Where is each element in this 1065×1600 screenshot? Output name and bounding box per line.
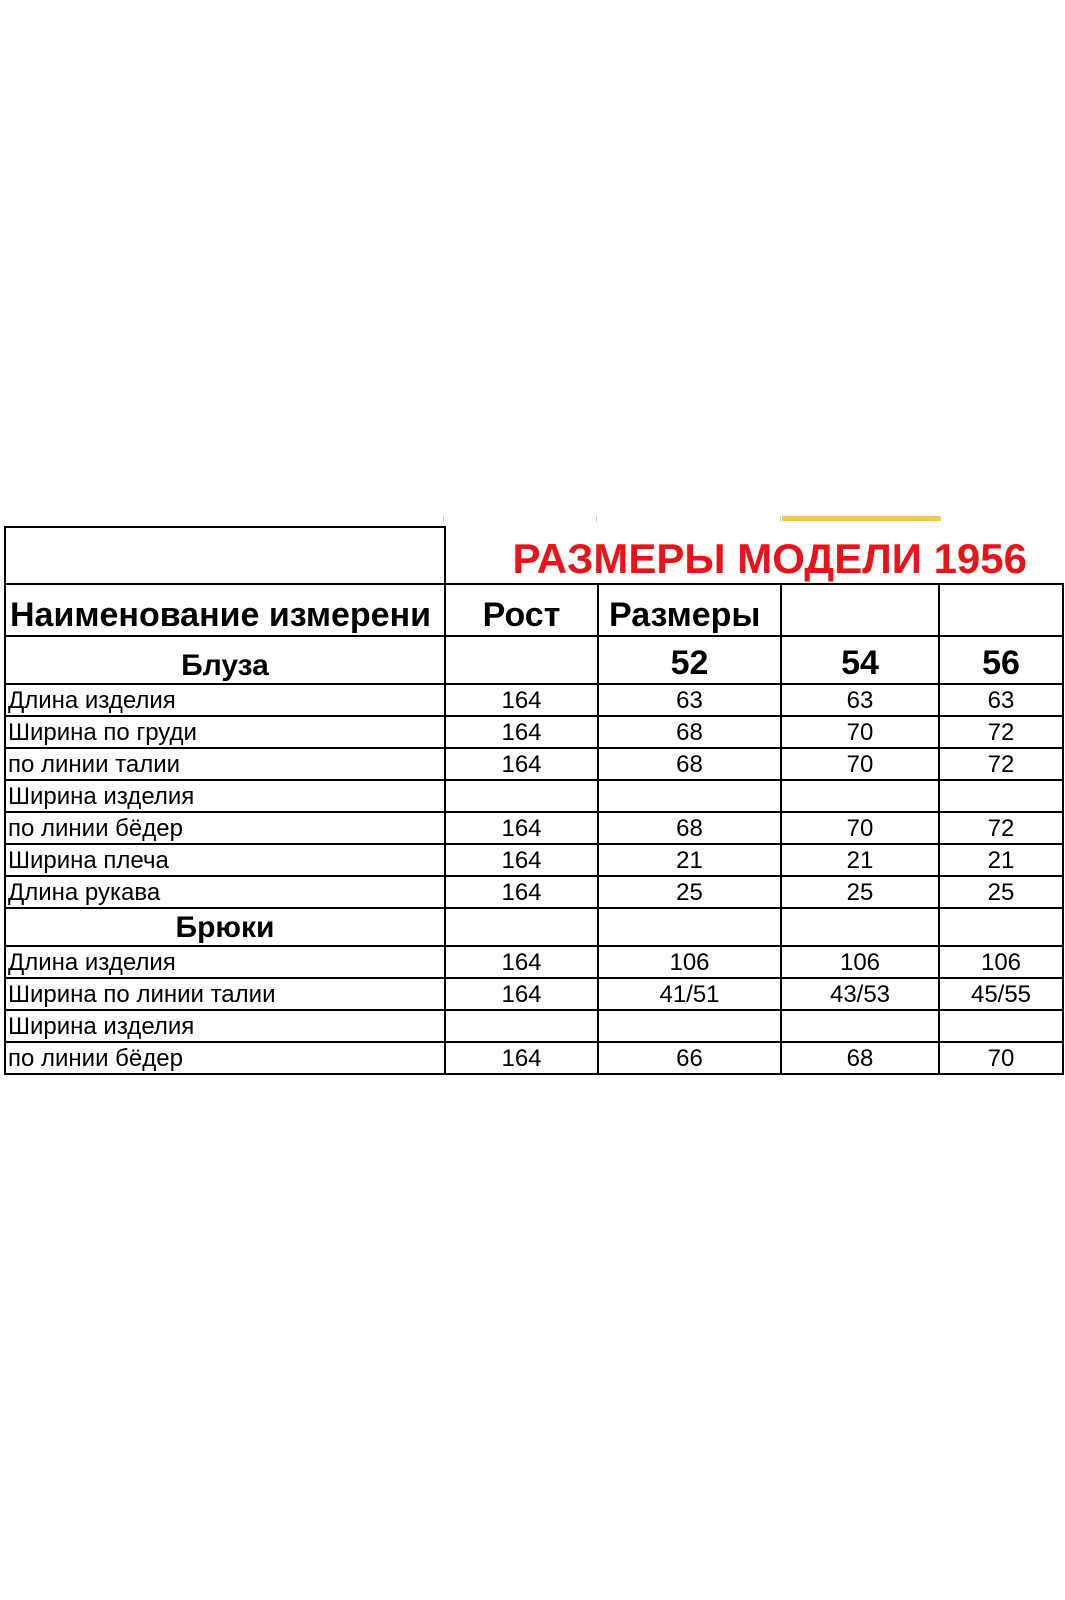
height-cell[interactable]: 164 [445,748,598,780]
value-cell[interactable]: 21 [598,844,781,876]
value-cell[interactable]: 72 [939,748,1063,780]
value-cell[interactable]: 106 [939,946,1063,978]
row-label[interactable]: Ширина изделия [5,780,445,812]
table-row [5,876,1063,908]
size-chart-table [4,526,1064,1075]
value-cell[interactable]: 63 [939,684,1063,716]
section-title[interactable]: Блуза [5,636,445,684]
value-cell[interactable]: 106 [781,946,939,978]
value-cell[interactable]: 21 [939,844,1063,876]
section-empty-cell[interactable] [598,908,781,946]
value-cell[interactable]: 66 [598,1042,781,1074]
value-cell[interactable]: 25 [598,876,781,908]
section-title[interactable]: Брюки [5,908,445,946]
title-left-cell[interactable] [5,527,445,584]
value-cell[interactable]: 25 [781,876,939,908]
value-cell[interactable]: 63 [781,684,939,716]
section-empty-cell[interactable] [781,908,939,946]
table-row [5,946,1063,978]
grid-line [443,516,444,522]
row-label[interactable]: по линии талии [5,748,445,780]
page-title: РАЗМЕРЫ МОДЕЛИ 1956 [512,535,1027,582]
value-cell[interactable]: 63 [598,684,781,716]
value-cell[interactable]: 41/51 [598,978,781,1010]
row-label[interactable]: Длина рукава [5,876,445,908]
header-sizes-cell[interactable]: Размеры [598,584,781,636]
table-row [5,844,1063,876]
value-cell[interactable]: 68 [598,716,781,748]
table-row [5,684,1063,716]
value-cell[interactable]: 68 [598,748,781,780]
row-label[interactable]: Длина изделия [5,946,445,978]
header-empty-cell[interactable] [939,584,1063,636]
header-empty-cell[interactable] [781,584,939,636]
table-row [5,748,1063,780]
value-cell[interactable]: 72 [939,812,1063,844]
value-cell[interactable]: 70 [781,748,939,780]
row-label[interactable]: по линии бёдер [5,1042,445,1074]
value-cell[interactable] [781,1010,939,1042]
selected-column-marker [782,516,940,521]
height-cell[interactable]: 164 [445,716,598,748]
value-cell[interactable]: 68 [781,1042,939,1074]
table-row [5,716,1063,748]
value-cell[interactable]: 106 [598,946,781,978]
row-label[interactable]: по линии бёдер [5,812,445,844]
size-label[interactable]: 52 [598,636,781,684]
value-cell[interactable] [598,1010,781,1042]
height-cell[interactable]: 164 [445,978,598,1010]
value-cell[interactable]: 25 [939,876,1063,908]
size-label[interactable]: 54 [781,636,939,684]
header-height-cell[interactable]: Рост [445,584,598,636]
row-label[interactable]: Длина изделия [5,684,445,716]
value-cell[interactable] [939,780,1063,812]
row-label[interactable]: Ширина плеча [5,844,445,876]
height-cell[interactable]: 164 [445,812,598,844]
value-cell[interactable]: 72 [939,716,1063,748]
title-row [5,527,1063,584]
height-cell[interactable]: 164 [445,876,598,908]
row-label[interactable]: Ширина по груди [5,716,445,748]
size-label[interactable]: 56 [939,636,1063,684]
row-label[interactable]: Ширина изделия [5,1010,445,1042]
table-row [5,780,1063,812]
value-cell[interactable] [939,1010,1063,1042]
header-name-cell[interactable]: Наименование измерени [5,584,445,636]
header-row [5,584,1063,636]
value-cell[interactable]: 70 [781,812,939,844]
table-row [5,1010,1063,1042]
value-cell[interactable]: 43/53 [781,978,939,1010]
table-row [5,1042,1063,1074]
section-row-bluza [5,636,1063,684]
height-cell[interactable] [445,780,598,812]
height-cell[interactable] [445,1010,598,1042]
table-row [5,978,1063,1010]
grid-line [940,516,941,522]
value-cell[interactable]: 70 [939,1042,1063,1074]
height-cell[interactable]: 164 [445,844,598,876]
value-cell[interactable] [598,780,781,812]
section-row-bryuki [5,908,1063,946]
row-label[interactable]: Ширина по линии талии [5,978,445,1010]
table-row [5,812,1063,844]
value-cell[interactable]: 21 [781,844,939,876]
value-cell[interactable]: 68 [598,812,781,844]
sheet-gridlines [0,516,1065,522]
section-empty-cell[interactable] [939,908,1063,946]
height-cell[interactable]: 164 [445,946,598,978]
height-cell[interactable]: 164 [445,1042,598,1074]
grid-line [780,516,781,522]
section-empty-cell[interactable] [445,908,598,946]
height-cell[interactable]: 164 [445,684,598,716]
value-cell[interactable]: 45/55 [939,978,1063,1010]
section-empty-cell[interactable] [445,636,598,684]
value-cell[interactable]: 70 [781,716,939,748]
value-cell[interactable] [781,780,939,812]
grid-line [596,516,597,522]
